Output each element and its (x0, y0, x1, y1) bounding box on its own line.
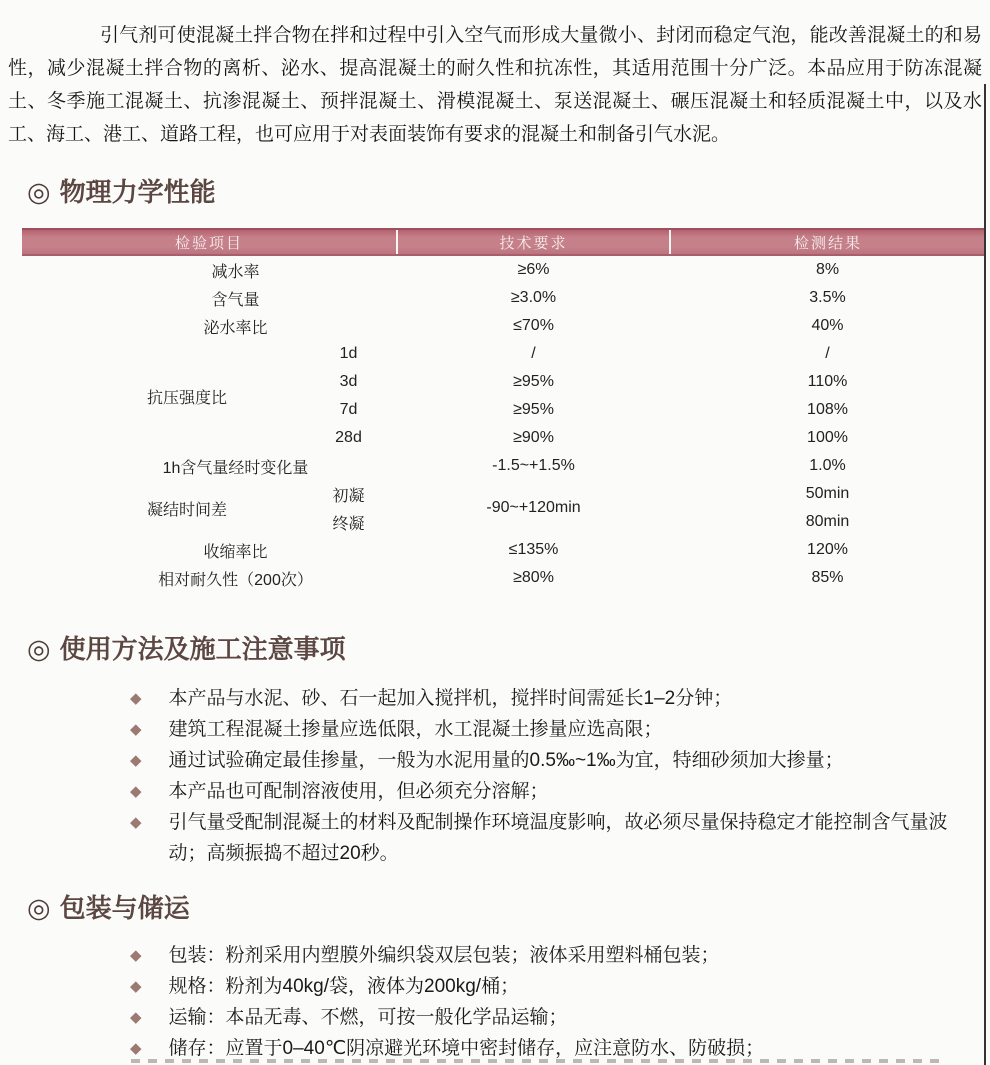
scan-edge-artifact-line (984, 84, 986, 1065)
cell-requirement: ≤135% (508, 541, 559, 558)
column-header-result: 检测结果 (670, 229, 985, 255)
list-item-text: 通过试验确定最佳掺量，一般为水泥用量的0.5‰~1‰为宜，特细砂须加大掺量； (168, 750, 844, 771)
cell-item: 泌水率比 (203, 319, 268, 337)
bottom-cutoff-text-tops (131, 1059, 941, 1063)
cell-result: 8% (815, 261, 840, 278)
list-item (130, 745, 990, 776)
cell-result: 85% (811, 569, 844, 586)
cell-stage: 终凝 (332, 515, 365, 533)
list-item-text: 建筑工程混凝土掺量应选低限，水工混凝土掺量应选高限； (168, 719, 663, 740)
cell-requirement: -1.5~+1.5% (492, 457, 575, 474)
cell-result: 1.0% (809, 457, 846, 474)
cell-result: 120% (807, 541, 848, 558)
list-item (130, 776, 990, 807)
table-row (22, 536, 985, 564)
cell-age: 3d (339, 373, 358, 390)
cell-item: 含气量 (211, 291, 260, 309)
cell-requirement: ≥80% (513, 569, 554, 586)
cell-requirement: ≤70% (513, 317, 554, 334)
diamond-bullet-icon: ◆ (130, 814, 142, 831)
diamond-bullet-icon: ◆ (130, 1009, 142, 1026)
usage-list (130, 683, 990, 869)
list-item (130, 943, 990, 969)
section-heading-packaging (27, 891, 990, 925)
list-item (130, 807, 990, 869)
cell-result: 108% (807, 401, 848, 418)
cell-age: 1d (339, 345, 358, 362)
table-row (22, 255, 985, 284)
section-title: 包装与储运 (59, 893, 190, 923)
table-row (22, 312, 985, 340)
diamond-bullet-icon: ◆ (130, 947, 142, 964)
intro-paragraph: 引气剂可使混凝土拌合物在拌和过程中引入空气而形成大量微小、封闭而稳定气泡，能改善混凝土的和易性，减少混凝土拌合物的离析、泌水、提高混凝土的耐久性和抗冻性，其适用范围十分广泛。本品应用于防冻混凝土、冬季施工混凝土、抗渗混凝土、预拌混凝土、滑模混凝土、泵送混凝土、碾压混凝土和轻质混凝土中，以及水工、海工、港工、道路工程，也可应用于对表面装饰有要求的混凝土和制备引气水泥。 (8, 25, 982, 145)
cell-requirement: ≥95% (513, 373, 554, 390)
column-header-item: 检验项目 (22, 229, 397, 255)
list-item-text: 规格：粉剂为40kg/袋，液体为200kg/桶； (168, 976, 520, 997)
cell-requirement: ≥6% (517, 261, 550, 278)
cell-requirement: / (531, 345, 536, 362)
cell-requirement: ≥95% (513, 401, 554, 418)
cell-item: 减水率 (211, 263, 260, 281)
diamond-bullet-icon: ◆ (130, 783, 142, 800)
cell-result: / (825, 345, 830, 362)
cell-stage: 初凝 (332, 487, 365, 505)
diamond-bullet-icon: ◆ (130, 752, 142, 769)
cell-result: 40% (811, 317, 844, 334)
list-item (130, 1005, 990, 1031)
table-header-row (22, 229, 985, 255)
diamond-bullet-icon: ◆ (130, 721, 142, 738)
cell-result: 3.5% (809, 289, 846, 306)
double-circle-icon: ◎ (27, 177, 51, 207)
cell-item: 收缩率比 (203, 543, 268, 561)
table-row (22, 452, 985, 480)
section-title: 使用方法及施工注意事项 (59, 634, 346, 664)
cell-item: 凝结时间差 (146, 501, 227, 519)
cell-item: 1h含气量经时变化量 (162, 459, 309, 477)
cell-age: 28d (335, 429, 362, 446)
cell-item: 抗压强度比 (146, 389, 227, 407)
section-title: 物理力学性能 (59, 177, 216, 207)
diamond-bullet-icon: ◆ (130, 1040, 142, 1057)
packaging-list (130, 943, 990, 1062)
list-item-text: 运输：本品无毒、不燃，可按一般化学品运输； (168, 1007, 568, 1028)
cell-item: 相对耐久性（200次） (158, 571, 313, 589)
cell-result: 100% (807, 429, 848, 446)
table-row (22, 340, 985, 368)
list-item (130, 714, 990, 745)
cell-result: 50min (805, 485, 850, 502)
properties-table (22, 228, 985, 592)
cell-result: 110% (807, 373, 848, 390)
diamond-bullet-icon: ◆ (130, 690, 142, 707)
table-row (22, 564, 985, 592)
list-item-text: 包装：粉剂采用内塑膜外编织袋双层包装；液体采用塑料桶包装； (168, 945, 720, 966)
list-item-text: 引气量受配制混凝土的材料及配制操作环境温度影响，故必须尽量保持稳定才能控制含气量波动；高频振捣不超过20秒。 (168, 812, 948, 864)
list-item (130, 683, 990, 714)
double-circle-icon: ◎ (27, 634, 51, 664)
table-row (22, 284, 985, 312)
list-item-text: 储存：应置于0–40℃阴凉避光环境中密封储存，应注意防水、防破损； (168, 1038, 765, 1059)
list-item-text: 本产品也可配制溶液使用，但必须充分溶解； (168, 781, 549, 802)
diamond-bullet-icon: ◆ (130, 978, 142, 995)
section-heading-usage (27, 632, 990, 666)
column-header-requirement: 技术要求 (397, 229, 670, 255)
cell-requirement: ≥3.0% (510, 289, 557, 306)
cell-age: 7d (339, 401, 358, 418)
double-circle-icon: ◎ (27, 893, 51, 923)
list-item (130, 974, 990, 1000)
section-heading-physical-properties (27, 175, 990, 209)
cell-result: 80min (805, 513, 850, 530)
list-item-text: 本产品与水泥、砂、石一起加入搅拌机，搅拌时间需延长1–2分钟； (168, 688, 733, 709)
cell-requirement: ≥90% (513, 429, 554, 446)
table-row (22, 480, 985, 508)
cell-requirement: -90~+120min (486, 499, 581, 516)
